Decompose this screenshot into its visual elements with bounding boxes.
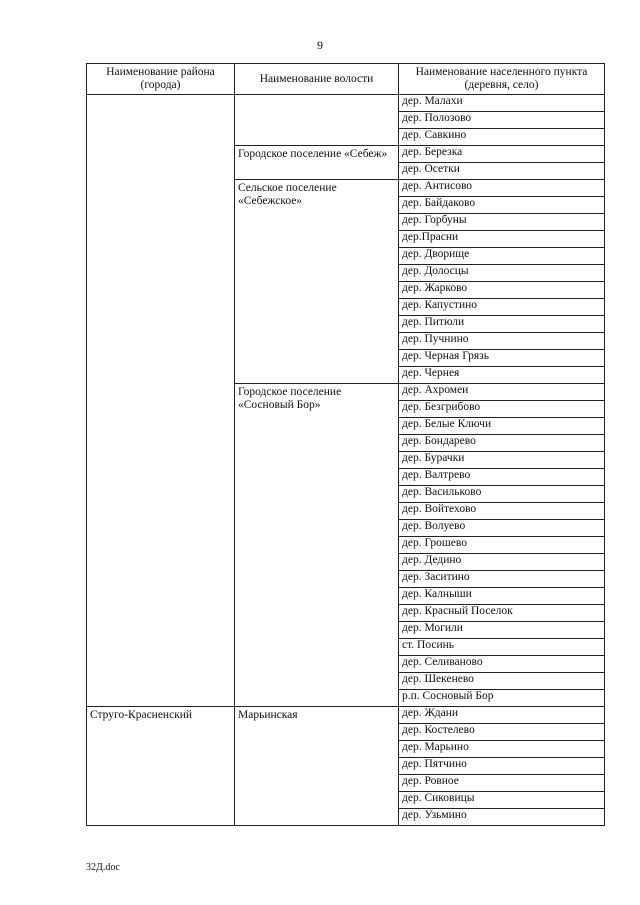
settlement-name: дер. Бондарево bbox=[399, 435, 605, 452]
settlement-name: дер. Васильково bbox=[399, 486, 605, 503]
settlement-name: дер. Дворище bbox=[399, 248, 605, 265]
volost-name: Марьинская bbox=[235, 707, 399, 826]
settlement-name: дер. Селиваново bbox=[399, 656, 605, 673]
settlement-name: дер. Красный Поселок bbox=[399, 605, 605, 622]
settlement-name: дер. Ждани bbox=[399, 707, 605, 724]
settlement-name: дер. Чернея bbox=[399, 367, 605, 384]
settlement-name: дер. Шекенево bbox=[399, 673, 605, 690]
settlement-name: дер. Могили bbox=[399, 622, 605, 639]
settlement-name: дер. Жарково bbox=[399, 282, 605, 299]
table-body bbox=[87, 95, 605, 826]
settlement-name: дер. Савкино bbox=[399, 129, 605, 146]
settlement-name: дер. Черная Грязь bbox=[399, 350, 605, 367]
settlement-name: дер. Калныши bbox=[399, 588, 605, 605]
settlement-name: дер. Питюли bbox=[399, 316, 605, 333]
settlement-name: дер. Валтрево bbox=[399, 469, 605, 486]
table-header-row bbox=[87, 64, 605, 95]
header-settlement: Наименование населенного пункта (деревня, село) bbox=[399, 64, 605, 95]
header-volost: Наименование волости bbox=[235, 64, 399, 95]
settlement-name: дер. Узьмино bbox=[399, 809, 605, 826]
volost-name: Городское поселение «Себеж» bbox=[235, 146, 399, 180]
volost-name bbox=[235, 95, 399, 146]
settlement-name: дер. Грошево bbox=[399, 537, 605, 554]
settlement-name: дер. Малахи bbox=[399, 95, 605, 112]
settlement-name: ст. Посинь bbox=[399, 639, 605, 656]
settlement-name: дер. Безгрибово bbox=[399, 401, 605, 418]
volost-name: Городское поселение «Сосновый Бор» bbox=[235, 384, 399, 707]
settlement-name: дер. Капустино bbox=[399, 299, 605, 316]
volost-name: Сельское поселение «Себежское» bbox=[235, 180, 399, 384]
settlement-name: дер. Долосцы bbox=[399, 265, 605, 282]
settlement-name: дер. Ахромеи bbox=[399, 384, 605, 401]
settlement-name: дер. Пятчино bbox=[399, 758, 605, 775]
settlement-name: дер. Войтехово bbox=[399, 503, 605, 520]
district-name: Струго-Красненский bbox=[87, 707, 235, 826]
settlement-name: дер. Сиковицы bbox=[399, 792, 605, 809]
header-district: Наименование района (города) bbox=[87, 64, 235, 95]
table-row bbox=[87, 707, 605, 724]
footer-filename: 32Д.doc bbox=[86, 862, 120, 873]
table-row bbox=[87, 95, 605, 112]
settlement-name: дер. Горбуны bbox=[399, 214, 605, 231]
settlement-name: дер. Байдаково bbox=[399, 197, 605, 214]
settlement-name: дер. Пучнино bbox=[399, 333, 605, 350]
settlement-name: дер. Бурачки bbox=[399, 452, 605, 469]
settlement-name: дер. Полозово bbox=[399, 112, 605, 129]
settlement-name: дер. Заситино bbox=[399, 571, 605, 588]
settlement-name: дер. Антисово bbox=[399, 180, 605, 197]
settlement-name: дер. Ровное bbox=[399, 775, 605, 792]
settlements-table bbox=[86, 63, 605, 826]
settlement-name: дер. Дедино bbox=[399, 554, 605, 571]
settlement-name: дер. Березка bbox=[399, 146, 605, 163]
settlement-name: дер.Прасни bbox=[399, 231, 605, 248]
settlement-name: дер. Белые Ключи bbox=[399, 418, 605, 435]
page-number: 9 bbox=[317, 38, 323, 52]
district-name bbox=[87, 95, 235, 707]
settlement-name: дер. Волуево bbox=[399, 520, 605, 537]
settlement-name: дер. Марьино bbox=[399, 741, 605, 758]
settlement-name: р.п. Сосновый Бор bbox=[399, 690, 605, 707]
settlement-name: дер. Костелево bbox=[399, 724, 605, 741]
settlement-name: дер. Осетки bbox=[399, 163, 605, 180]
